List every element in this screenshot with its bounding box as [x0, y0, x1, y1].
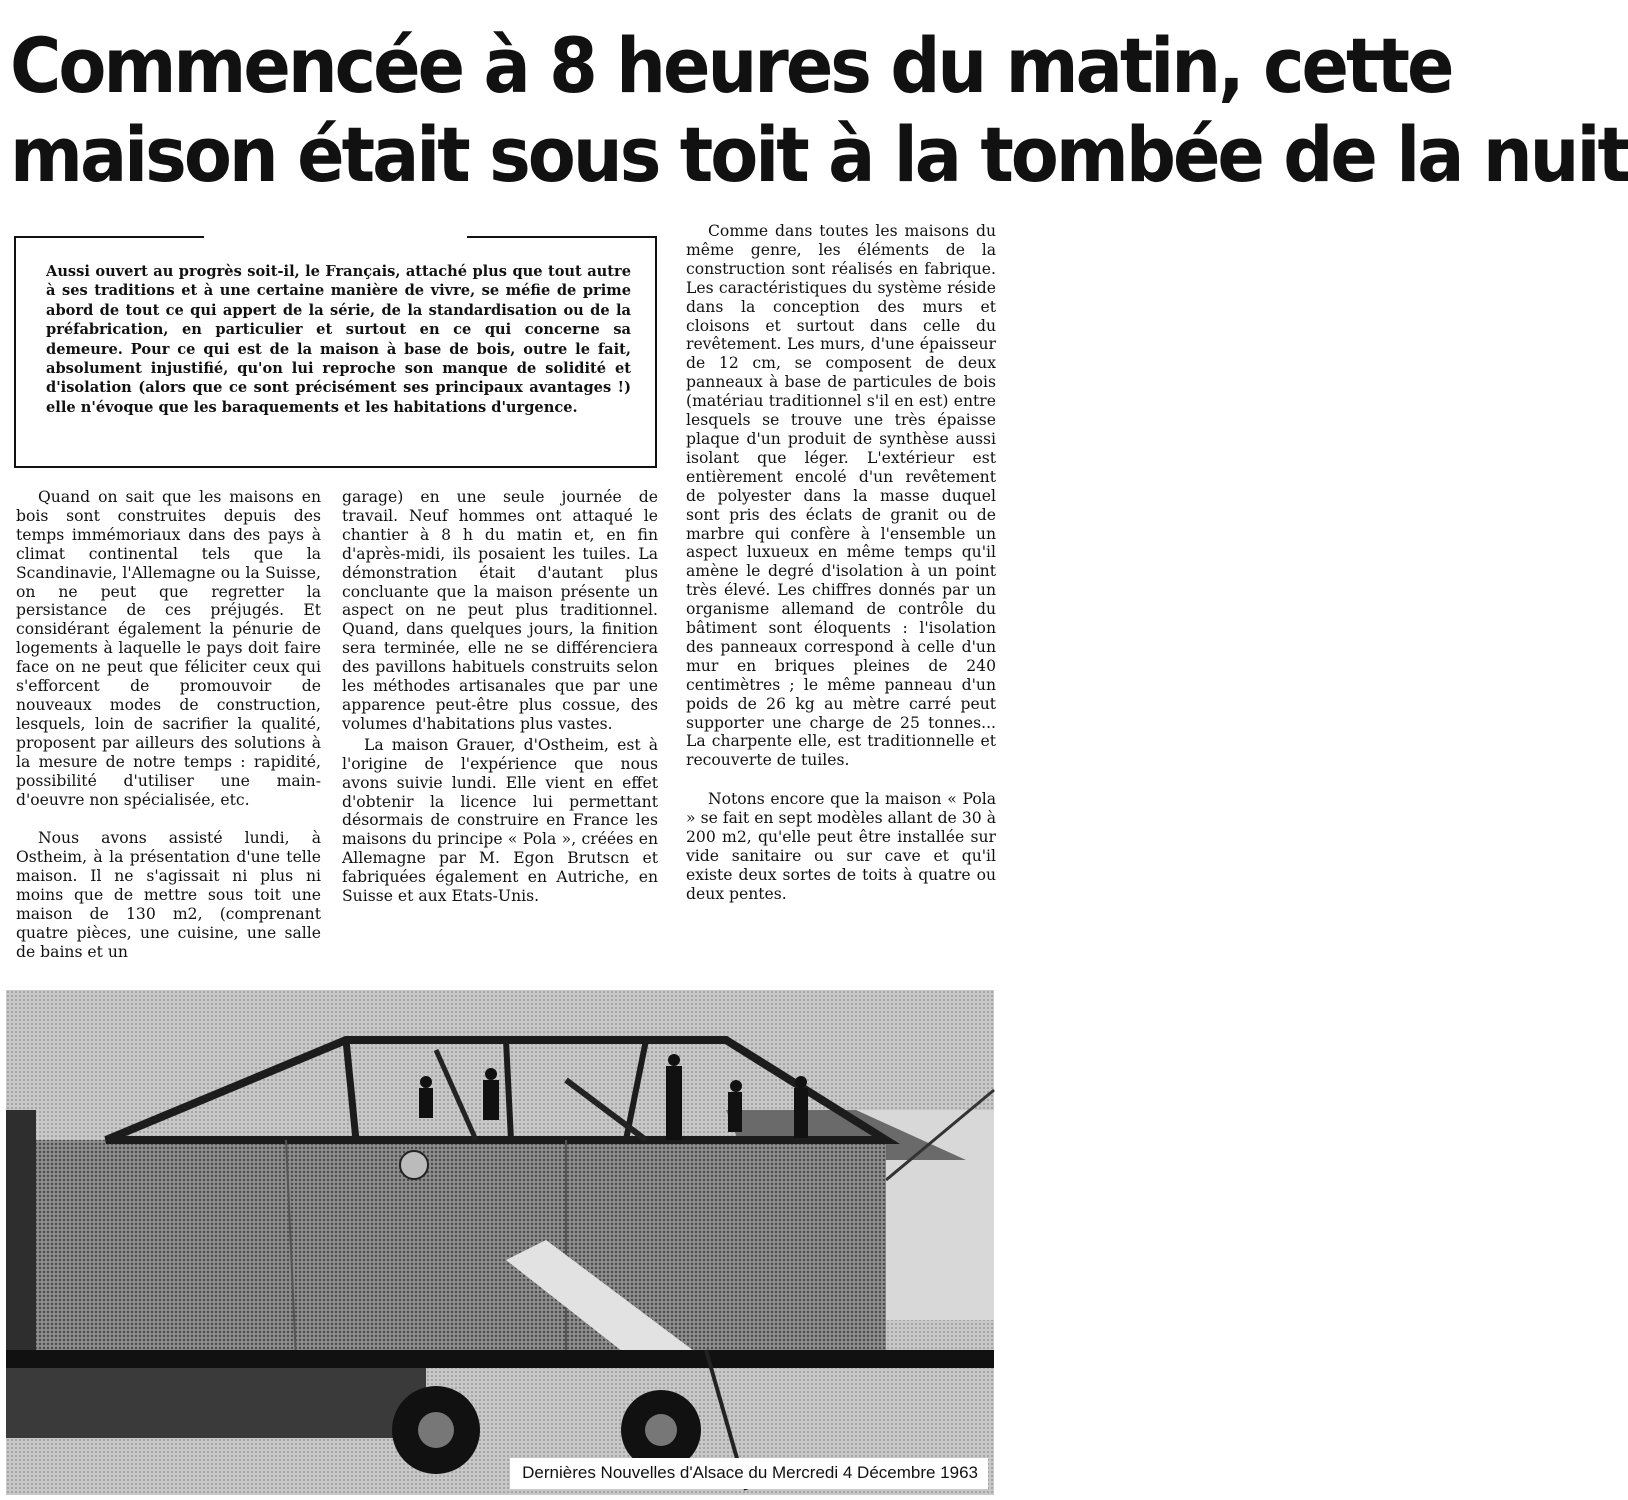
article-column-1: [16, 488, 321, 962]
headline-line-2: maison était sous toit à la tombée de la nuit: [10, 110, 1628, 200]
headline-line-1: Commencée à 8 heures du matin, cette: [10, 22, 1452, 111]
column-1-paragraph-1: Quand on sait que les maisons en bois sont construites depuis des temps immémoriaux dans des pays à climat continental tels que la Scandinavie, l'Allemagne ou la Suisse, on ne peut que regretter la persistance de ces préjugés. Et considérant également la pénurie de logements à laquelle le pays doit faire face on ne peut que féliciter ceux qui s'efforcent de promouvoir de nouveaux modes de construction, lesquels, loin de sacrifier la qualité, proposent par ailleurs des solutions à la mesure de notre temps : rapidité, possibilité d'utiliser une main-d'oeuvre non spécialisée, etc.: [16, 488, 321, 809]
chapo-top-rule-left: [14, 236, 204, 238]
column-2-paragraph-2: La maison Grauer, d'Ostheim, est à l'origine de l'expérience que nous avons suivie lundi. Elle vient en effet d'obtenir la licence lui permettant désormais de construire en France les maisons du principe « Pola », créées en Allemagne par M. Egon Brutscn et fabriquées également en Autriche, en Suisse et aux Etats-Unis.: [342, 735, 658, 906]
column-3-paragraph-2: Notons encore que la maison « Pola » se fait en sept modèles allant de 30 à 200 m2, qu'elle peut être installée sur vide sanitaire ou sur cave et qu'il existe deux sortes de toits à quatre ou deux pentes.: [686, 790, 996, 903]
article-column-2: [342, 488, 658, 906]
headline: [10, 22, 1628, 200]
chapo-text: Aussi ouvert au progrès soit-il, le Français, attaché plus que tout autre à ses traditions et à une certaine manière de vivre, se méfie de prime abord de tout ce qui appert de la série, de la standardisation ou de la préfabrication, en particulier et surtout en ce qui concerne sa demeure. Pour ce qui est de la maison à base de bois, outre le fait, absolument injustifié, qu'on lui reproche son manque de solidité et d'isolation (alors que ce sont précisément ses principaux avantages !) elle n'évoque que les baraquements et les habitations d'urgence.: [46, 263, 631, 416]
column-1-paragraph-2: Nous avons assisté lundi, à Ostheim, à la présentation d'une telle maison. Il ne s'agissait ni plus ni moins que de mettre sous toit une maison de 130 m2, (comprenant quatre pièces, une cuisine, une salle de bains et un: [16, 829, 321, 961]
photo-caption: Dernières Nouvelles d'Alsace du Mercredi 4 Décembre 1963: [510, 1458, 988, 1489]
column-3-paragraph-1: Comme dans toutes les maisons du même genre, les éléments de la construction sont réalisés en fabrique. Les caractéristiques du système réside dans la conception des murs et cloisons et surtout dans celle du revêtement. Les murs, d'une épaisseur de 12 cm, se composent de deux panneaux à base de particules de bois (matériau traditionnel s'il en est) entre lesquels se trouve une très épaisse plaque d'un produit de synthèse aussi isolant que léger. L'extérieur est entièrement encolé d'un revêtement de polyester dans la masse duquel sont pris des éclats de granit ou de marbre qui confère à l'ensemble un aspect luxueux en même temps qu'il amène le degré d'isolation à un point très élevé. Les chiffres donnés par un organisme allemand de contrôle du bâtiment sont éloquents : l'isolation des panneaux correspond à celle d'un mur en briques pleines de 240 centimètres ; le même panneau d'un poids de 26 kg au mètre carré peut supporter une charge de 25 tonnes... La charpente elle, est traditionnelle et recouverte de tuiles.: [686, 222, 996, 770]
chapo-box: [14, 236, 657, 468]
house-construction-image: [6, 990, 994, 1495]
chapo-top-rule-right: [467, 236, 657, 238]
column-2-paragraph-1: garage) en une seule journée de travail. Neuf hommes ont attaqué le chantier à 8 h du matin et, en fin d'après-midi, ils posaient les tuiles. La démonstration était d'autant plus concluante que la maison présente un aspect on ne peut plus traditionnel. Quand, dans quelques jours, la finition sera terminée, elle ne se différenciera des pavillons habituels construits selon les méthodes artisanales que par une apparence peut-être plus cossue, des volumes d'habitations plus vastes.: [342, 488, 658, 733]
construction-photo: [6, 990, 994, 1495]
article-column-3: [686, 222, 996, 904]
